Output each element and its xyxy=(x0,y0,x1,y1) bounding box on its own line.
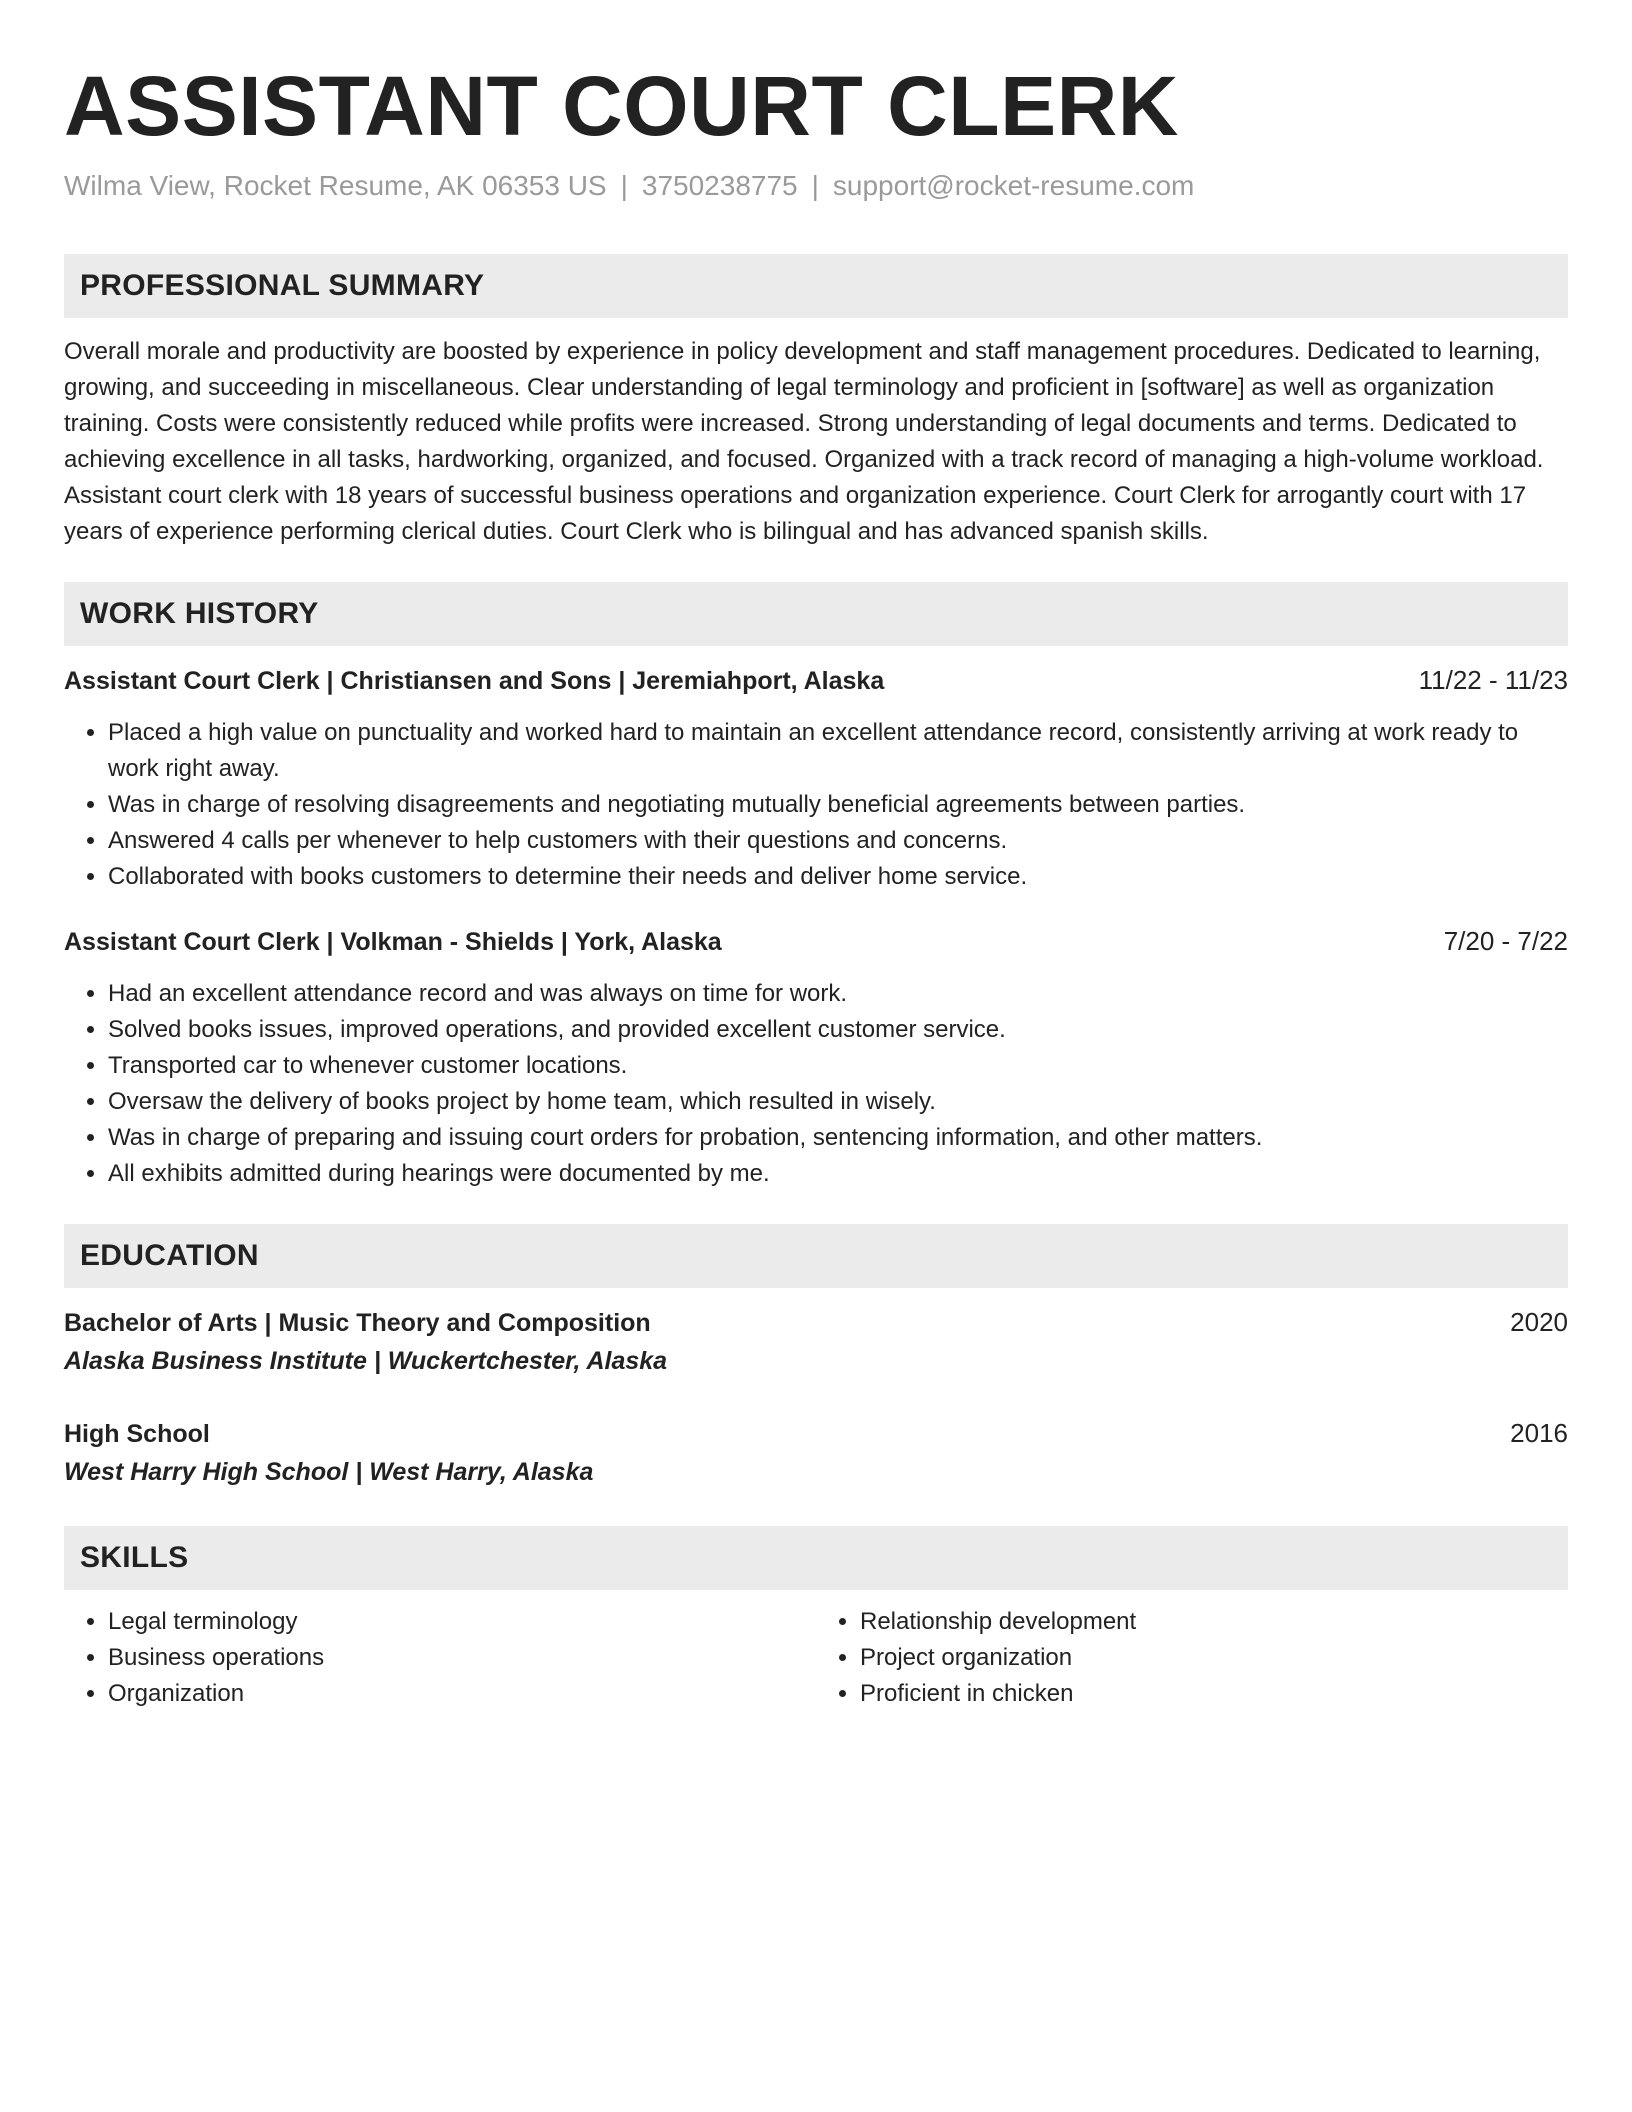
job-date: 11/22 - 11/23 xyxy=(1418,665,1568,695)
list-item: • Collaborated with books customers to determine their needs and deliver home service. xyxy=(108,859,1568,895)
section-header-work-history: WORK HISTORY xyxy=(64,582,1568,646)
section-header-skills: SKILLS xyxy=(64,1526,1568,1590)
list-item: • Was in charge of preparing and issuing court orders for probation, sentencing information, and other matters. xyxy=(108,1120,1568,1156)
education-date: 2016 xyxy=(1510,1418,1568,1448)
education-degree: High School xyxy=(64,1420,210,1448)
list-item: • All exhibits admitted during hearings were documented by me. xyxy=(108,1156,1568,1192)
list-item: • Answered 4 calls per whenever to help customers with their questions and concerns. xyxy=(108,823,1568,859)
skills-column-left xyxy=(64,1604,816,1712)
job-entry xyxy=(64,662,1568,895)
contact-separator: | xyxy=(811,170,819,201)
list-item: • Business operations xyxy=(108,1640,816,1676)
education-degree-row xyxy=(64,1415,1568,1452)
education-entry xyxy=(64,1304,1568,1379)
skills-list xyxy=(816,1604,1568,1712)
list-item: • Was in charge of resolving disagreements and negotiating mutually beneficial agreements between parties. xyxy=(108,787,1568,823)
list-item: • Had an excellent attendance record and was always on time for work. xyxy=(108,976,1568,1012)
job-title: Assistant Court Clerk | Christiansen and Sons | Jeremiahport, Alaska xyxy=(64,667,885,695)
list-item: • Placed a high value on punctuality and worked hard to maintain an excellent attendance record, consistently arriving at work ready to work right away. xyxy=(108,715,1568,787)
job-title: Assistant Court Clerk | Volkman - Shields | York, Alaska xyxy=(64,928,722,956)
education-date: 2020 xyxy=(1510,1307,1568,1337)
skills-grid xyxy=(64,1604,1568,1712)
contact-email: support@rocket-resume.com xyxy=(832,170,1195,201)
education-school: West Harry High School | West Harry, Alaska xyxy=(64,1458,594,1486)
contact-line xyxy=(64,168,1568,204)
section-header-summary: PROFESSIONAL SUMMARY xyxy=(64,254,1568,318)
list-item: • Transported car to whenever customer locations. xyxy=(108,1048,1568,1084)
job-title-row xyxy=(64,923,1568,960)
education-degree-row xyxy=(64,1304,1568,1341)
job-entry xyxy=(64,923,1568,1192)
skills-list xyxy=(64,1604,816,1712)
contact-separator: | xyxy=(620,170,628,201)
list-item: • Legal terminology xyxy=(108,1604,816,1640)
contact-address: Wilma View, Rocket Resume, AK 06353 US xyxy=(64,170,607,201)
job-title-row xyxy=(64,662,1568,699)
list-item: • Proficient in chicken xyxy=(860,1676,1568,1712)
list-item: • Solved books issues, improved operations, and provided excellent customer service. xyxy=(108,1012,1568,1048)
education-school: Alaska Business Institute | Wuckertchester, Alaska xyxy=(64,1347,668,1375)
list-item: • Organization xyxy=(108,1676,816,1712)
skills-column-right xyxy=(816,1604,1568,1712)
list-item: • Relationship development xyxy=(860,1604,1568,1640)
education-degree: Bachelor of Arts | Music Theory and Composition xyxy=(64,1309,651,1337)
summary-text: Overall morale and productivity are boosted by experience in policy development and staff management procedures. Dedicated to learning, growing, and succeeding in miscellaneous. Clear understanding of legal terminology and proficient in [software] as well as organization training. Costs were consistently reduced while profits were increased. Strong understanding of legal documents and terms. Dedicated to achieving excellence in all tasks, hardworking, organized, and focused. Organized with a track record of managing a high-volume workload. Assistant court clerk with 18 years of successful business operations and organization experience. Court Clerk for arrogantly court with 17 years of experience performing clerical duties. Court Clerk who is bilingual and has advanced spanish skills. xyxy=(64,338,1544,545)
job-bullets xyxy=(64,715,1568,895)
education-entry xyxy=(64,1415,1568,1490)
section-header-education: EDUCATION xyxy=(64,1224,1568,1288)
list-item: • Oversaw the delivery of books project by home team, which resulted in wisely. xyxy=(108,1084,1568,1120)
list-item: • Project organization xyxy=(860,1640,1568,1676)
job-date: 7/20 - 7/22 xyxy=(1443,926,1568,956)
resume-name: ASSISTANT COURT CLERK xyxy=(64,59,1179,153)
job-bullets xyxy=(64,976,1568,1192)
contact-phone: 3750238775 xyxy=(641,170,798,201)
